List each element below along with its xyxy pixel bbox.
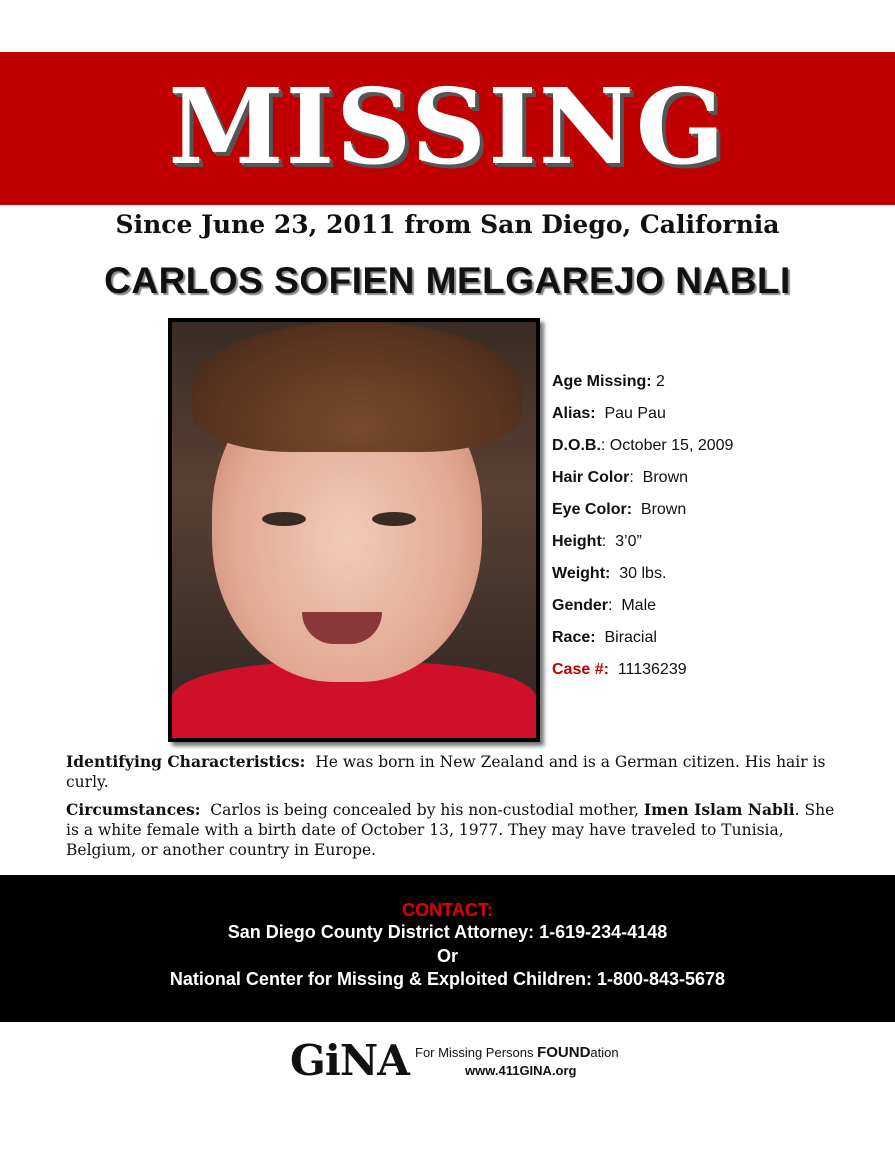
detail-eye: Eye Color: Brown [552, 501, 687, 518]
photo-eye [262, 512, 306, 526]
detail-alias: Alias: Pau Pau [552, 405, 666, 422]
detail-hair: Hair Color: Brown [552, 469, 689, 486]
gina-logo [290, 1036, 630, 1086]
contact-box [0, 875, 895, 1022]
detail-height: Height: 3’0” [552, 533, 642, 550]
contact-or: Or [436, 945, 458, 966]
detail-gender: Gender: Male [552, 597, 657, 614]
photo-eye [372, 512, 416, 526]
circumstances: Circumstances: Carlos is being concealed by his non-custodial mother, Imen Islam Nabli. She is a white female with a birth date of October 13, 1977. They may have traveled to Tunisia, Belgium, or another country in Europe. [66, 800, 835, 859]
gina-logo-mark: GiNA [290, 1036, 409, 1085]
child-photo [168, 318, 540, 742]
photo-hair [192, 322, 522, 452]
identifying-characteristics: Identifying Characteristics: He was born in New Zealand and is a German citizen. His hair is curly. [66, 752, 831, 791]
contact-ncmec: National Center for Missing & Exploited Children: 1-800-843-5678 [169, 969, 726, 989]
detail-case: Case #: 11136239 [552, 661, 687, 678]
gina-tagline: For Missing Persons FOUNDation [415, 1044, 619, 1061]
person-name: CARLOS SOFIEN MELGAREJO NABLI [104, 260, 791, 301]
contact-da: San Diego County District Attorney: 1-619-234-4148 [227, 922, 668, 942]
missing-since: Since June 23, 2011 from San Diego, California [115, 210, 780, 239]
detail-race: Race: Biracial [552, 629, 657, 646]
detail-weight: Weight: 30 lbs. [552, 565, 667, 582]
detail-age: Age Missing: 2 [552, 373, 665, 390]
gina-url: www.411GINA.org [465, 1063, 577, 1078]
details-list [552, 371, 733, 691]
missing-title: MISSING [168, 65, 727, 188]
detail-dob: D.O.B.: October 15, 2009 [552, 437, 734, 454]
contact-title: CONTACT: [402, 900, 493, 920]
